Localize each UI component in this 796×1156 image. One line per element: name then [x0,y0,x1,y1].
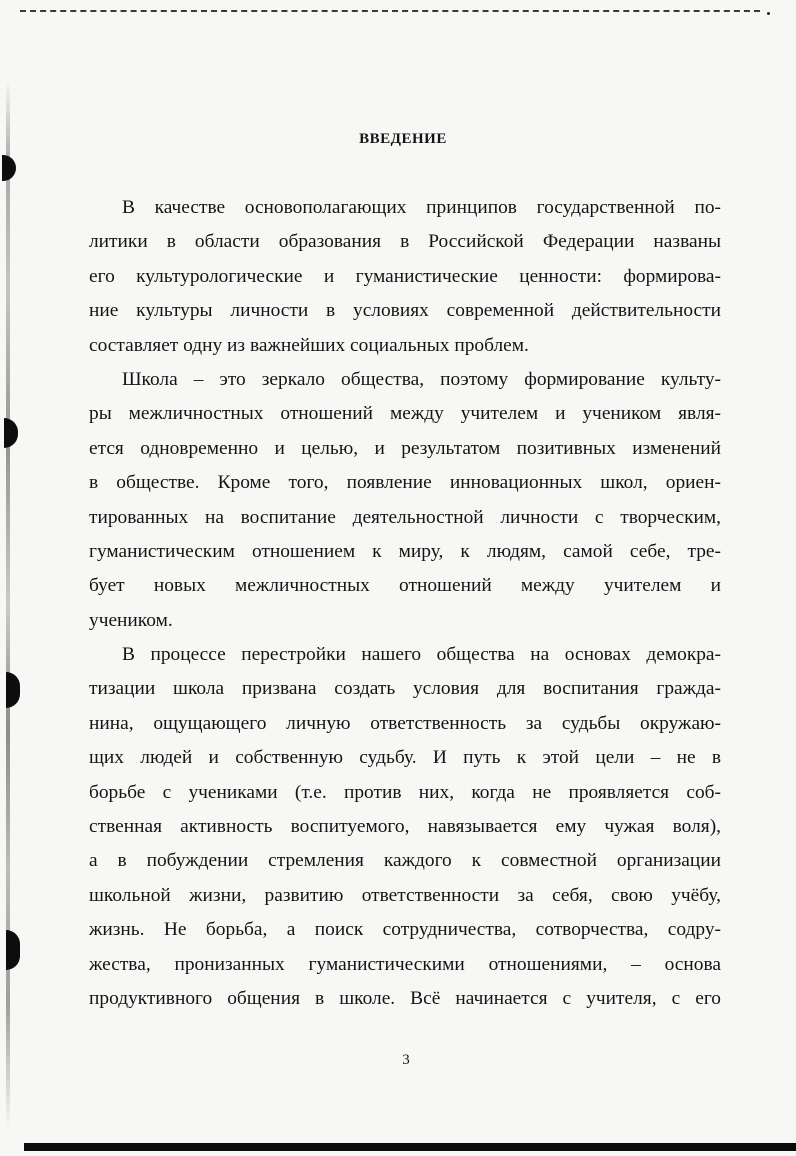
binder-hole [6,672,20,708]
text-line: продуктивного общения в школе. Всё начинается с учителя, с его [89,987,721,1009]
text-line: тизации школа призвана создать условия для воспитания гражда- [89,678,721,700]
text-line: жизнь. Не борьба, а поиск сотрудничества, сотворчества, содру- [89,919,721,941]
paragraph [89,638,721,1016]
binder-hole [4,418,18,448]
text-line: бует новых межличностных отношений между учителем и [89,575,721,597]
body-text [89,191,721,1016]
text-line: школьной жизни, развитию ответственности за себя, свою учёбу, [89,884,721,906]
page-title: ВВЕДЕНИЕ [359,131,447,147]
paragraph [89,363,721,638]
text-line: нина, ощущающего личную ответственность за судьбы окружаю- [89,712,721,734]
text-line: В качестве основополагающих принципов государственной по- [122,197,721,218]
binder-hole [6,930,20,970]
text-line: щих людей и собственную судьбу. И путь к этой цели – не в [89,747,721,769]
text-line: ственная активность воспитуемого, навязывается ему чужая воля), [89,816,721,838]
text-line: В процессе перестройки нашего общества на основах демокра- [122,644,721,666]
page-number: 3 [402,1052,410,1068]
text-line: а в побуждении стремления каждого к совместной организации [89,850,721,872]
text-line: его культурологические и гуманистические ценности: формирова- [89,265,721,287]
text-line: тированных на воспитание деятельностной личности с творческим, [89,506,721,528]
text-line: гуманистическим отношением к миру, к людям, самой себе, тре- [89,540,721,562]
scan-top-line [20,10,760,12]
scan-left-edge [6,80,10,1130]
text-line: литики в области образования в Российской Федерации названы [89,231,721,253]
text-line: жества, пронизанных гуманистическими отношениями, – основа [89,953,721,975]
scan-speck [767,12,770,15]
paragraph [89,191,721,363]
text-line: ры межличностных отношений между учителем и учеником явля- [89,403,721,425]
text-line: составляет одну из важнейших социальных проблем. [89,334,529,356]
text-line: ется одновременно и целью, и результатом позитивных изменений [89,437,721,459]
text-line: Школа – это зеркало общества, поэтому формирование культу- [122,368,721,390]
text-line: в обществе. Кроме того, появление инновационных школ, ориен- [89,472,721,494]
scan-bottom-bar [24,1143,796,1151]
text-line: ние культуры личности в условиях современной действительности [89,300,721,322]
text-line: учеником. [89,609,173,631]
binder-hole [2,155,16,181]
text-line: борьбе с учениками (т.е. против них, когда не проявляется соб- [89,781,721,803]
